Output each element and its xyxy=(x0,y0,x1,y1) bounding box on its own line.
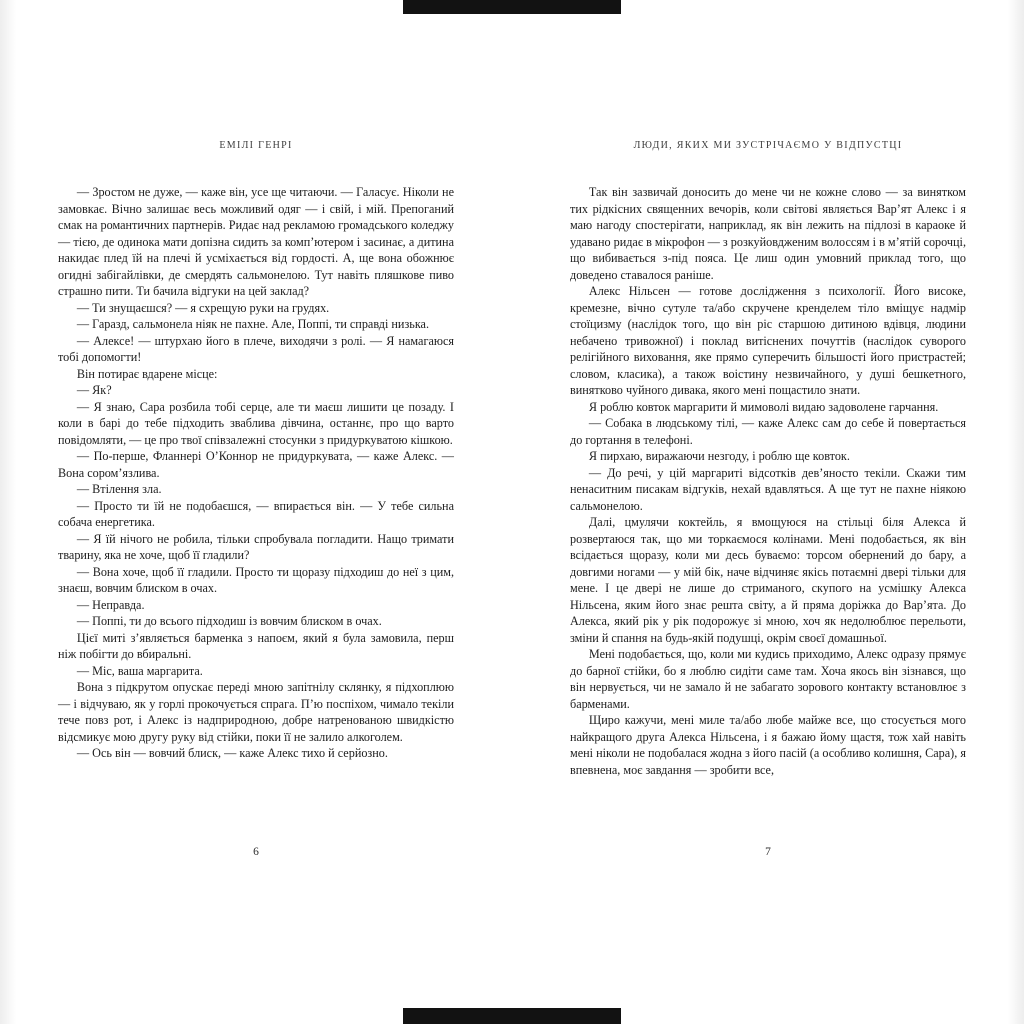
paragraph: Я роблю ковток маргарити й мимоволі видаю задоволене гарчання. xyxy=(588,399,939,414)
page-spread xyxy=(58,140,966,890)
paragraph: — Просто ти їй не подобаєшся, — впирається він. — У тебе сильна собача енергетика. xyxy=(58,498,454,529)
paragraph: — Ти знущаєшся? — я схрещую руки на грудях. xyxy=(76,300,330,315)
paragraph: — Поппі, ти до всього підходиш із вовчим блиском в очах. xyxy=(76,614,382,628)
page-right xyxy=(570,140,966,890)
page-number-left: 6 xyxy=(253,846,259,858)
paragraph: — По-перше, Фланнері О’Коннор не придуркувата, — каже Алекс. — Вона сором’язлива. xyxy=(58,449,454,480)
paragraph: — Міс, ваша маргарита. xyxy=(76,663,203,678)
paragraph: — Втілення зла. xyxy=(76,482,162,496)
paragraph: — Вона хоче, щоб її гладили. Просто ти щоразу підходиш до неї з цим, знаєш, вовчим блиском в очах. xyxy=(58,564,454,595)
running-head-title: ЛЮДИ, ЯКИХ МИ ЗУСТРІЧАЄМО У ВІДПУСТЦІ xyxy=(633,140,903,151)
paragraph: Цієї миті з’являється барменка з напоєм, який я була замовила, перш ніж побігти до вбиральні. xyxy=(58,630,454,661)
paragraph: Так він зазвичай доносить до мене чи не кожне слово — за винятком тих рідкісних священних вечорів, коли світові являється Вар’ят Алекс і я маю нагоду спостерігати, наприклад, як він лежить на підлозі в караоке й удавано ридає в мікрофон — з розкуйовдженим волоссям і в м’ятій сорочці, що вибивається з-під пояса. Це лиш один умовний приклад того, що доведено ставалося раніше. xyxy=(570,185,966,282)
paragraph: Вона з підкрутом опускає переді мною запітнілу склянку, я підхоплюю — і відчуваю, як у горлі прокочується спрага. П’ю поспіхом, чимало текіли тече повз рот, і Алекс із надприродною, добре натренованою швидкістю відсмикує мою другу руку від стійки, поки її не залило алкоголем. xyxy=(58,680,454,744)
paragraph: — Ось він — вовчий блиск, — каже Алекс тихо й серйозно. xyxy=(76,746,388,760)
paragraph: — До речі, у цій маргариті відсотків дев’яносто текіли. Скажи тим ненаситним писакам відгуків, нехай вдавляться. А ще тут не пахне ніякою сальмонелою. xyxy=(570,465,966,513)
paragraph: Алекс Нільсен — готове дослідження з психології. Його високе, кремезне, вічно сутуле та/або скручене кренделем тіло вміщує надмір стоїцизму (наслідок того, що він ріс старшою дитиною вдівця, людини небачено тривожної) і поклад витіснених почуттів (наслідок суворого релігійного виховання, яке прямо суперечить більшості його пристрастей; словом, класика), а також воістину незвичайного, у душі бешкетного, винятково чуйного дивака, якого мені пощастило знати. xyxy=(570,284,966,397)
paragraph: Мені подобається, що, коли ми кудись приходимо, Алекс одразу прямує до барної стійки, бо я люблю сидіти саме там. Хоча якось він зізнався, що він нервується, чи не замало й не забагато зорового контакту встановлює з барменами. xyxy=(570,647,966,711)
paragraph: — Я знаю, Сара розбила тобі серце, але ти маєш лишити це позаду. І коли в барі до тебе підходить зваблива дівчина, останнє, про що варто повідомляти, — це про твої співзалежні стосунки з придуркуватою кішкою. xyxy=(58,399,454,447)
page-left xyxy=(58,140,454,890)
paragraph: — Я їй нічого не робила, тільки спробувала погладити. Нащо тримати тварину, яка не хоче, щоб її гладили? xyxy=(58,531,454,562)
paragraph: — Гаразд, сальмонела ніяк не пахне. Але, Поппі, ти справді низька. xyxy=(76,317,430,331)
page-number-right: 7 xyxy=(765,846,771,858)
paragraph: — Алексе! — штурхаю його в плече, виходячи з ролі. — Я намагаюся тобі допомогти! xyxy=(58,333,454,364)
paragraph: Щиро кажучи, мені миле та/або любе майже все, що стосується мого найкращого друга Алекса Нільсена, і я бажаю йому щастя, тож хай навіть мені ніколи не подобалася жодна з його пасій (а особливо колишня, Сара), я впевнена, моє завдання — зробити все, xyxy=(570,713,966,777)
page-left-body xyxy=(58,184,454,762)
running-head-author: ЕМІЛІ ГЕНРІ xyxy=(219,140,293,151)
page-right-body xyxy=(570,184,966,778)
paragraph: Він потирає вдарене місце: xyxy=(76,366,218,381)
paragraph: Далі, цмулячи коктейль, я вмощуюся на стільці біля Алекса й розвертаюся так, що ми торкаємося колінами. Мені подобається, як він всідається щоразу, коли ми десь буваємо: торсом обернений до бару, а довгими ногами — у мій бік, наче відчиняє якісь потаємні двері тільки для мене. І це двері не лише до стриманого, скупого на усмішку Алекса Нільсена, яким його знає решта світу, а й пряма доріжка до Вар’ята. До Алекса, який рік у рік подорожує зі мною, хоч як недолюблює перельоти, зміни й спання на будь-якій подушці, окрім своєї домашньої. xyxy=(570,515,966,645)
paragraph: Я пирхаю, виражаючи незгоду, і роблю ще ковток. xyxy=(588,449,850,463)
paragraph: — Як? xyxy=(76,383,112,397)
paragraph: — Неправда. xyxy=(76,597,145,612)
top-screen-bar xyxy=(403,0,621,14)
bottom-screen-bar xyxy=(403,1008,621,1024)
paragraph: — Собака в людському тілі, — каже Алекс сам до себе й повертається до гортання в телефоні. xyxy=(570,416,966,447)
paragraph: — Зростом не дуже, — каже він, усе ще читаючи. — Галасує. Ніколи не замовкає. Вічно залишає весь можливий одяг — і свій, і мій. Препоганий смак на романтичних партнерів. Ридає над рекламою громадського коледжу — тією, де одинока мати допізна сидить за комп’ютером і засинає, а дитина накидає плед їй на плечі й усміхається від гордості. А, ще вона обожнює огидні забігайлівки, де смердять сальмонелою. Тут навіть пляшкове пиво страшно пити. Ти бачила відгуки на цей заклад? xyxy=(58,185,454,298)
